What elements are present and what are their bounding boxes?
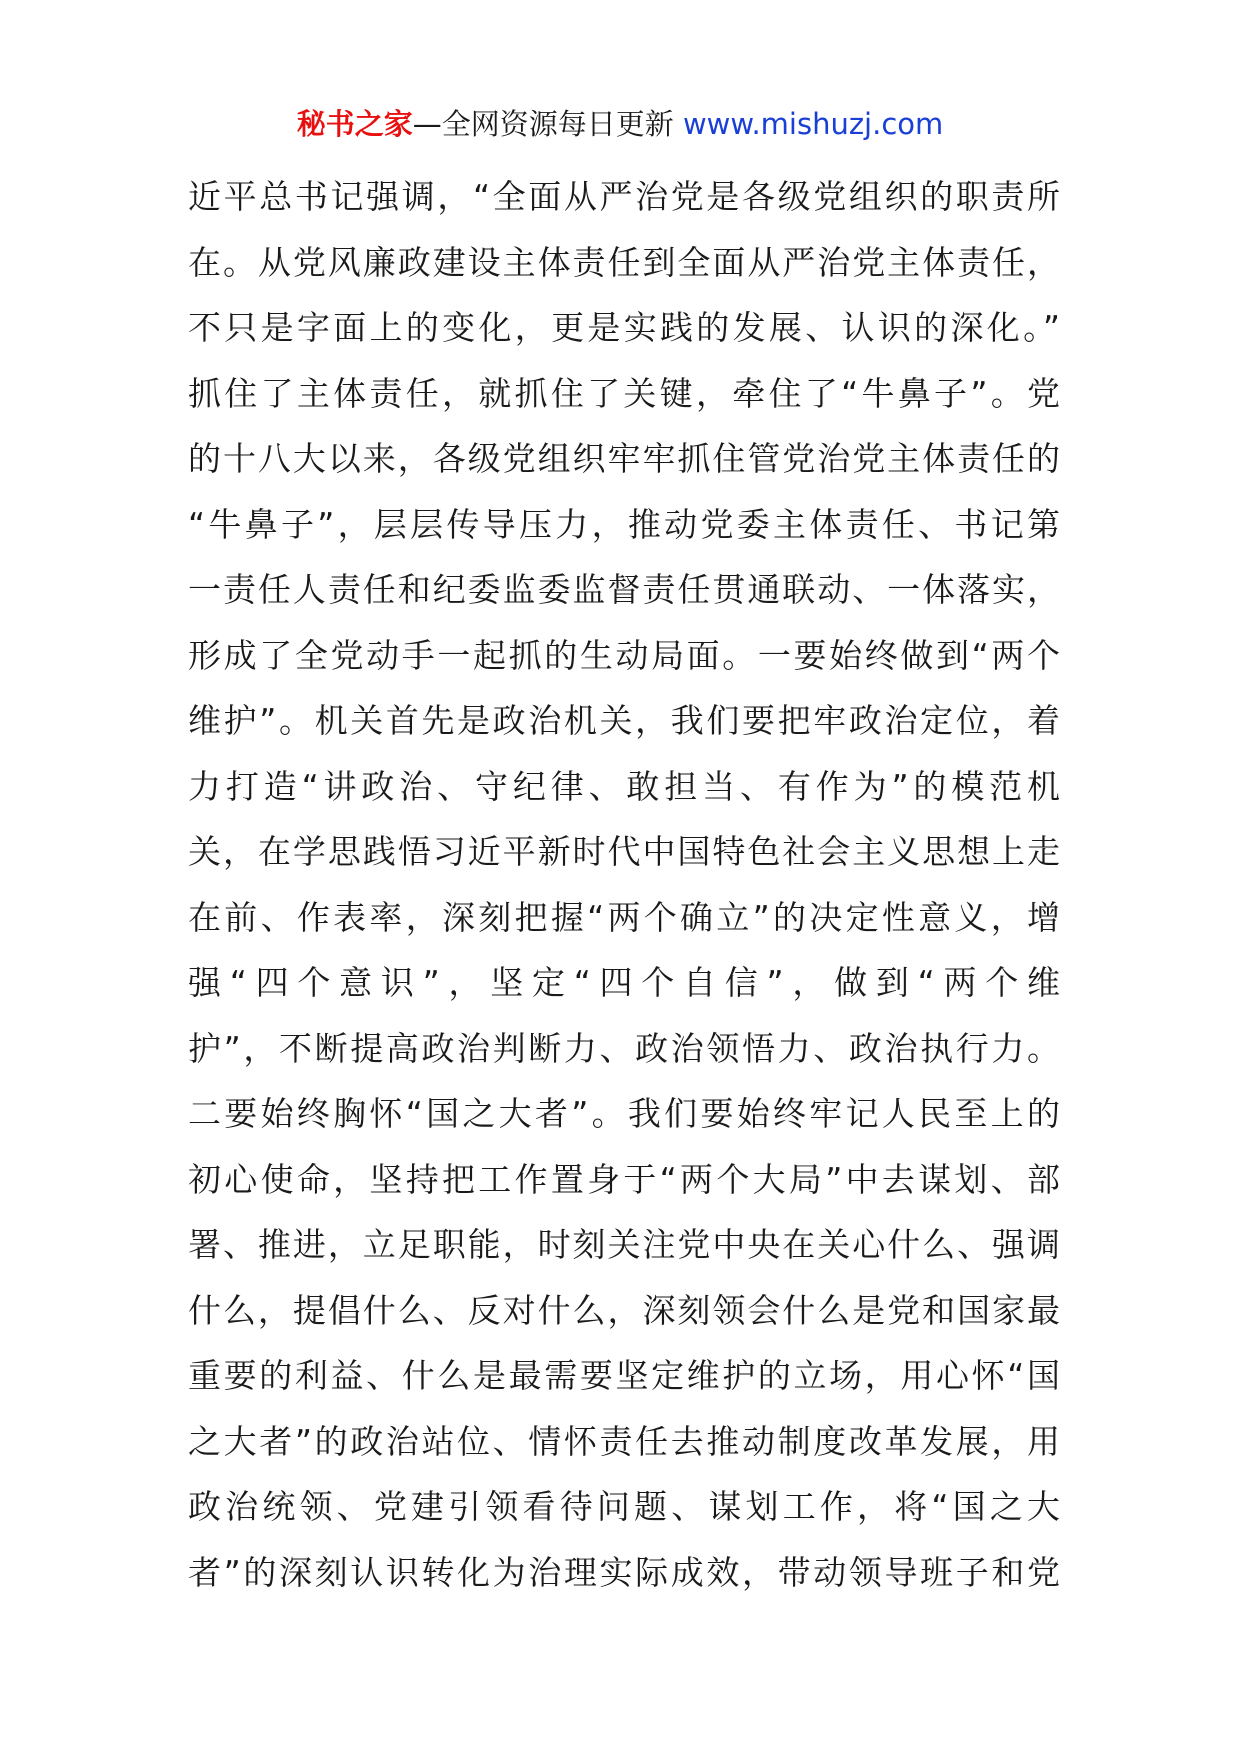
body-line: 重要的利益、什么是最需要坚定维护的立场，用心怀“国 <box>188 1356 1060 1395</box>
body-line: “牛鼻子”，层层传导压力，推动党委主体责任、书记第 <box>188 504 1060 544</box>
body-line: 之大者”的政治站位、情怀责任去推动制度改革发展，用 <box>188 1421 1060 1461</box>
page-header <box>0 100 1240 148</box>
body-line: 者”的深刻认识转化为治理实际成效，带动领导班子和党 <box>188 1552 1060 1592</box>
body-line: 初心使命，坚持把工作置身于“两个大局”中去谋划、部 <box>188 1159 1060 1199</box>
header-tagline: —全网资源每日更新 <box>412 107 683 141</box>
body-line: 在。从党风廉政建设主体责任到全面从严治党主体责任， <box>188 242 1060 282</box>
body-line: 抓住了主体责任，就抓住了关键，牵住了“牛鼻子”。党 <box>188 373 1060 413</box>
body-line: 什么，提倡什么、反对什么，深刻领会什么是党和国家最 <box>188 1290 1060 1330</box>
header-url-link[interactable]: www.mishuzj.com <box>682 107 944 141</box>
body-line: 在前、作表率，深刻把握“两个确立”的决定性意义，增 <box>188 897 1060 937</box>
body-line: 力打造“讲政治、守纪律、敢担当、有作为”的模范机 <box>188 766 1060 806</box>
body-line: 关，在学思践悟习近平新时代中国特色社会主义思想上走 <box>188 832 1060 871</box>
body-line: 政治统领、党建引领看待问题、谋划工作，将“国之大 <box>188 1487 1060 1526</box>
body-line: 形成了全党动手一起抓的生动局面。一要始终做到“两个 <box>188 635 1060 675</box>
header-brand: 秘书之家 <box>296 107 413 141</box>
body-line: 强“四个意识”，坚定“四个自信”，做到“两个维 <box>188 963 1060 1002</box>
body-line: 维护”。机关首先是政治机关，我们要把牢政治定位，着 <box>188 701 1060 740</box>
body-line: 护”，不断提高政治判断力、政治领悟力、政治执行力。 <box>188 1028 1060 1068</box>
body-line: 近平总书记强调，“全面从严治党是各级党组织的职责所 <box>188 177 1060 216</box>
body-line: 一责任人责任和纪委监委监督责任贯通联动、一体落实， <box>188 570 1060 609</box>
body-line: 署、推进，立足职能，时刻关注党中央在关心什么、强调 <box>188 1225 1060 1264</box>
body-line: 二要始终胸怀“国之大者”。我们要始终牢记人民至上的 <box>188 1094 1060 1133</box>
body-line: 不只是字面上的变化，更是实践的发展、认识的深化。” <box>188 308 1060 347</box>
document-body <box>188 164 1060 1605</box>
body-line: 的十八大以来，各级党组织牢牢抓住管党治党主体责任的 <box>188 439 1060 478</box>
